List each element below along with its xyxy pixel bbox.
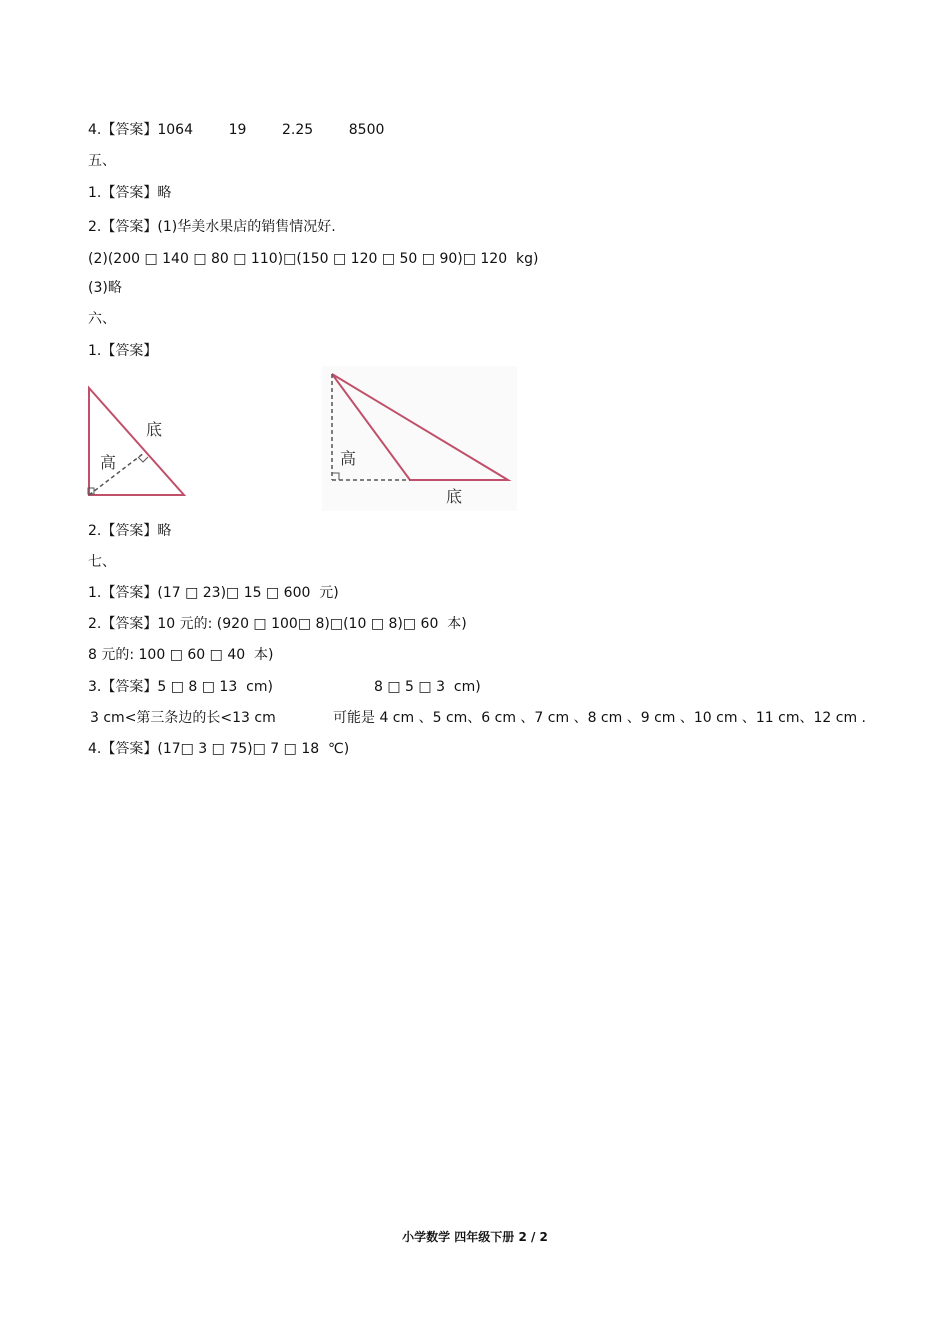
height-label: 高 — [100, 453, 117, 472]
answer-line-4: 4.【答案】1064 19 2.25 8500 — [88, 122, 385, 138]
answer-line-part: 8 □ 5 □ 3 cm) — [374, 679, 481, 695]
answer-line: 8 元的: 100 □ 60 □ 40 本) — [88, 647, 274, 663]
figure-background — [322, 366, 517, 511]
answer-line: 2.【答案】10 元的: (920 □ 100□ 8)□(10 □ 8)□ 60 本) — [88, 616, 467, 632]
answer-line: 1.【答案】(17 □ 23)□ 15 □ 600 元) — [88, 585, 339, 601]
answer-line-part: 可能是 4 cm 、5 cm、6 cm 、7 cm 、8 cm 、9 cm 、10 cm 、11 cm、12 cm . — [333, 710, 867, 726]
answer-line: (2)(200 □ 140 □ 80 □ 110)□(150 □ 120 □ 50 □ 90)□ 120 kg) — [88, 251, 539, 267]
base-label: 底 — [446, 487, 463, 506]
answer-line: (3)略 — [88, 280, 122, 296]
section-heading-7: 七、 — [88, 554, 116, 570]
answer-line: 2.【答案】略 — [88, 523, 172, 539]
answer-line: 3 cm<第三条边的长<13 cm — [90, 710, 276, 726]
section-heading-6: 六、 — [88, 311, 116, 327]
page-footer: 小学数学 四年级下册 2 / 2 — [402, 1230, 548, 1244]
answer-line: 1.【答案】 — [88, 343, 158, 359]
triangle-shape — [89, 388, 184, 495]
height-dashed-line — [89, 453, 144, 495]
triangle-figure-1 — [84, 383, 194, 505]
answer-line: 1.【答案】略 — [88, 185, 172, 201]
section-heading-5: 五、 — [88, 153, 116, 169]
base-label: 底 — [146, 420, 163, 439]
right-angle-marker — [138, 457, 148, 462]
triangle-figure-2 — [322, 366, 517, 511]
answer-line: 2.【答案】(1)华美水果店的销售情况好. — [88, 219, 336, 235]
answer-line: 3.【答案】5 □ 8 □ 13 cm) — [88, 679, 273, 695]
answer-line: 4.【答案】(17□ 3 □ 75)□ 7 □ 18 ℃) — [88, 741, 350, 757]
height-label: 高 — [340, 449, 357, 468]
